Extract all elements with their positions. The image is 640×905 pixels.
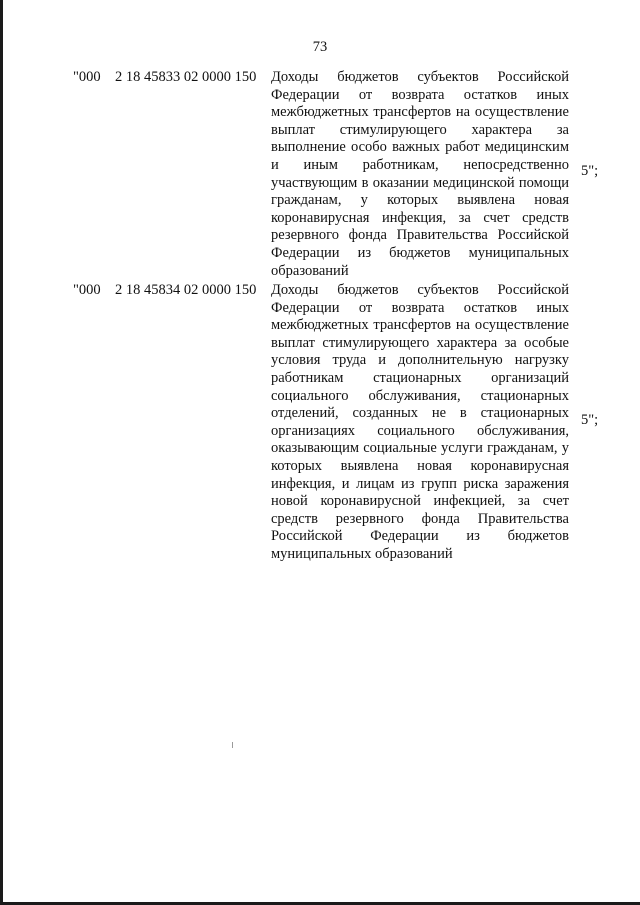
row-prefix: "000 bbox=[73, 69, 101, 85]
scan-edge-left bbox=[0, 0, 3, 905]
income-description: Доходы бюджетов субъектов Российской Федерации от возврата остатков иных межбюджетных трансфертов на осуществление выплат стимулирующего характера за особые условия труда и дополнительную нагрузку работникам стационарных организаций социального обслуживания, стационарных отделений, созданных не в стационарных организациях социального обслуживания, оказывающим социальные услуги гражданам, у которых выявлена новая коронавирусная инфекция, и лицам из групп риска заражения новой коронавирусной инфекцией, за счет средств резервного фонда Правительства Российской Федерации из бюджетов муниципальных образований bbox=[271, 282, 569, 562]
budget-classification-code: 2 18 45834 02 0000 150 bbox=[115, 282, 257, 298]
row-prefix: "000 bbox=[73, 282, 101, 298]
budget-classification-code: 2 18 45833 02 0000 150 bbox=[115, 69, 257, 85]
income-description: Доходы бюджетов субъектов Российской Федерации от возврата остатков иных межбюджетных трансфертов на осуществление выплат стимулирующего характера за выполнение особо важных работ медицинским и иным работникам, непосредственно участвующим в оказании медицинской помощи гражданам, у которых выявлена новая коронавирусная инфекция, за счет средств резервного фонда Правительства Российской Федерации из бюджетов муниципальных образований bbox=[271, 69, 569, 279]
page-number: 73 bbox=[312, 39, 328, 55]
scan-artifact bbox=[232, 742, 233, 748]
row-suffix: 5"; bbox=[581, 412, 599, 428]
row-suffix: 5"; bbox=[581, 163, 599, 179]
